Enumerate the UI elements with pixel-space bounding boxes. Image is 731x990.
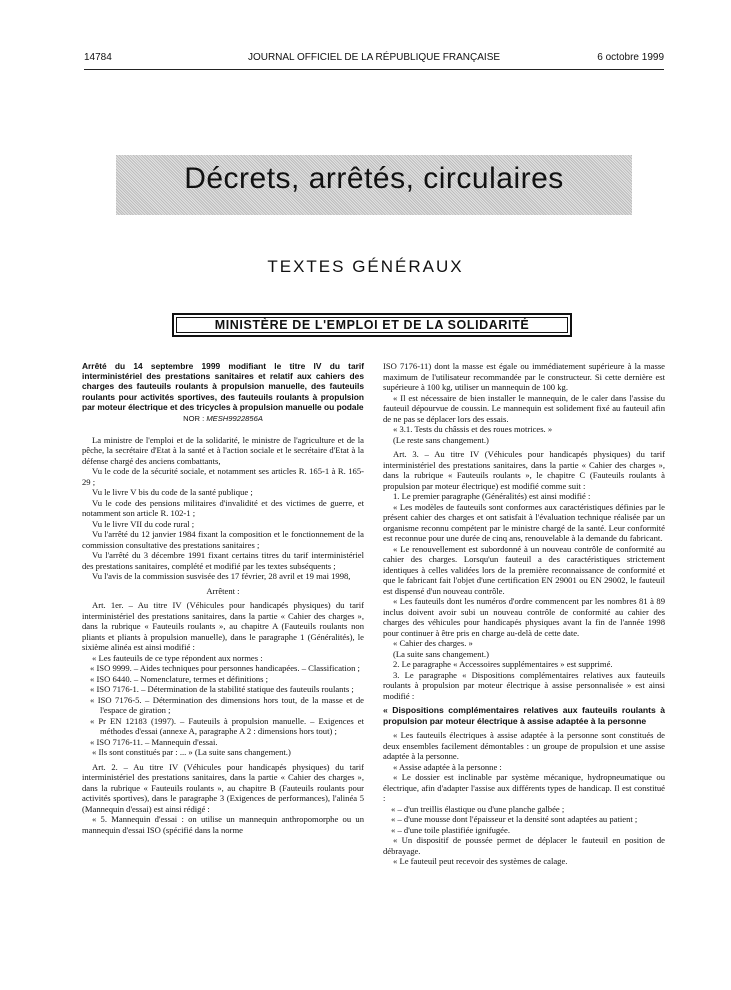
paragraph: Vu le code de la sécurité sociale, et notamment ses articles R. 165-1 à R. 165-29 ;	[82, 466, 364, 487]
norm-item: « Pr EN 12183 (1997). – Fauteuils à propulsion manuelle. – Exigences et méthodes d'essai (annexe A, paragraphe A 2 : dimensions hors tout) ;	[90, 715, 364, 737]
list-item: « – d'une mousse dont l'épaisseur et la densité sont adaptées au patient ;	[391, 814, 638, 824]
norm-item: « ISO 9999. – Aides techniques pour personnes handicapées. – Classification ;	[90, 663, 360, 674]
paragraph: « Assise adaptée à la personne :	[393, 761, 502, 772]
paragraph: Vu le livre V bis du code de la santé publique ;	[92, 487, 253, 498]
page-number: 14784	[84, 52, 112, 63]
paragraph: Vu le code des pensions militaires d'invalidité et des victimes de guerre, et notamment son article R. 102-1 ;	[82, 497, 364, 519]
paragraph: Vu l'avis de la commission susvisée des 17 février, 28 avril et 19 mai 1998,	[92, 571, 351, 582]
paragraph: Vu l'arrêté du 3 décembre 1991 fixant certains titres du tarif interministériel des prestations sanitaires, complété et modifié par les textes subséquents ;	[82, 550, 364, 571]
paragraph: « Le dossier est inclinable par système mécanique, hydropneumatique ou électrique, afin d'adapter l'assise aux différents types de handicap. Il est constitué :	[383, 772, 665, 803]
paragraph: Vu le livre VII du code rural ;	[92, 518, 195, 529]
decree-title: Arrêté du 14 septembre 1999 modifiant le titre IV du tarif interministériel des prestations sanitaires et relatif aux cahiers des charges des fauteuils roulants à propulsion manuelle, des fauteuils roulants pour activités sportives, des fauteuils roulants à propulsion par moteur électrique et des tricycles à propulsion manuelle ou podale	[82, 361, 364, 412]
norm-item: « ISO 7176-11. – Mannequin d'essai.	[90, 736, 218, 747]
right-column	[383, 361, 665, 867]
paragraph: « 5. Mannequin d'essai : on utilise un mannequin anthropomorphe ou un mannequin d'essai ISO (spécifié dans la norme	[82, 814, 364, 835]
paragraph: Vu l'arrêté du 12 janvier 1984 fixant la composition et le fonctionnement de la commission consultative des prestations sanitaires ;	[82, 529, 364, 550]
paragraph: 3. Le paragraphe « Dispositions complémentaires relatives aux fauteuils roulants à propulsion par moteur électrique à assise personnalisée » est ainsi modifié :	[383, 669, 665, 701]
paragraph: 2. Le paragraphe « Accessoires supplémentaires » est supprimé.	[393, 659, 613, 669]
norm-item: « ISO 7176-5. – Détermination des dimensions hors tout, de la masse et de l'espace de giration ;	[90, 694, 364, 716]
subheading: « Dispositions complémentaires relatives aux fauteuils roulants à propulsion par moteur électrique à assise adaptée à la personne	[383, 705, 665, 726]
ministry-box: MINISTÈRE DE L'EMPLOI ET DE LA SOLIDARITÉ	[172, 313, 572, 337]
nor-code: MESH9922856A	[206, 414, 263, 424]
journal-title: JOURNAL OFFICIEL DE LA RÉPUBLIQUE FRANÇAISE	[247, 52, 501, 63]
article-1: Art. 1er. – Au titre IV (Véhicules pour handicapés physiques) du tarif interministériel des prestations sanitaires, dans la partie « Cahier des charges », dans la rubrique « Fauteuils roulants », au chapitre A (Fauteuils roulants non pliants et pliants à propulsion manuelle), dans le paragraphe 1 (Généralités), le sixième alinéa est ainsi modifié :	[82, 600, 364, 653]
paragraph: ISO 7176-11) dont la masse est égale ou immédiatement supérieure à la masse maximum de l'utilisateur recommandée par le constructeur. Si cette dernière est supérieure à 100 kg, utiliser un mannequin de 100 kg.	[383, 361, 665, 392]
header-rule	[84, 69, 664, 70]
paragraph: La ministre de l'emploi et de la solidarité, le ministre de l'agriculture et de la pêche, la secrétaire d'Etat à la santé et à l'action sociale et le secrétaire d'Etat à la défense chargé des anciens combattants,	[82, 434, 364, 466]
section-heading: TEXTES GÉNÉRAUX	[267, 257, 464, 276]
arretent: Arrêtent :	[206, 585, 240, 596]
paragraph: « 3.1. Tests du châssis et des roues motrices. »	[393, 424, 553, 434]
norm-item: « ISO 6440. – Nomenclature, termes et définitions ;	[90, 673, 269, 684]
paragraph: « Ils sont constitués par : ... » (La suite sans changement.)	[92, 747, 291, 758]
running-header	[84, 52, 664, 66]
list-item: « – d'un treillis élastique ou d'une planche galbée ;	[391, 803, 565, 814]
paragraph: « Un dispositif de poussée permet de déplacer le fauteuil en position de débrayage.	[383, 835, 665, 856]
paragraph: « Cahier des charges. »	[393, 638, 473, 648]
paragraph: « Le fauteuil peut recevoir des systèmes de calage.	[393, 856, 568, 866]
paragraph: (La suite sans changement.)	[393, 648, 489, 659]
article-3: Art. 3. – Au titre IV (Véhicules pour handicapés physiques) du tarif interministériel des prestations sanitaires, dans la partie « Cahier des charges », dans la rubrique « Fauteuils roulants », le chapitre C (Fauteuils roulants à propulsion par moteur électrique) est modifié comme suit :	[383, 449, 665, 491]
paragraph: « Les modèles de fauteuils sont conformes aux caractéristiques définies par le présent cahier des charges et ont satisfait à l'évaluation technique réalisée par un organisme reconnu compétent par le ministre chargé de la santé. Leur conformité est reconnue pour une durée de cinq ans, renouvelable à la demande du fabricant.	[383, 501, 665, 543]
paragraph: « Il est nécessaire de bien installer le mannequin, de le caler dans l'assise du fauteuil dépourvue de coussin. Le mannequin est solidement fixé au fauteuil afin de ne pas se déplacer lors des essais.	[383, 392, 665, 424]
nor-label: NOR :	[183, 414, 205, 424]
paragraph: (Le reste sans changement.)	[393, 434, 489, 445]
norm-item: « ISO 7176-1. – Détermination de la stabilité statique des fauteuils roulants ;	[90, 684, 354, 695]
list-item: « – d'une toile plastifiée ignifugée.	[391, 824, 510, 835]
paragraph: « Les fauteuils dont les numéros d'ordre commencent par les nombres 81 à 89 inclus doivent avoir subi un nouveau contrôle de conformité au cahier des charges des véhicules pour handicapés physiques avant la fin de l'année 1998 pour continuer à être pris en charge au-delà de cette date.	[383, 596, 665, 638]
issue-date: 6 octobre 1999	[597, 52, 664, 63]
paragraph: « Le renouvellement est subordonné à un nouveau contrôle de conformité au cahier des charges. Lorsqu'un fauteuil a des caractéristiques strictement identiques à celles validées lors de la première reconnaissance de conformité et que le fabricant fait l'objet d'une certification EN 29001 ou EN 29002, le fauteuil est dispensé d'un nouveau contrôle.	[383, 543, 665, 596]
paragraph: 1. Le premier paragraphe (Généralités) est ainsi modifié :	[393, 491, 591, 501]
paragraph: « Les fauteuils de ce type répondent aux normes :	[92, 652, 263, 663]
left-column	[82, 361, 364, 835]
article-2: Art. 2. – Au titre IV (Véhicules pour handicapés physiques) du tarif interministériel des prestations sanitaires, dans la partie « Cahier des charges », dans la rubrique « Fauteuils roulants », au chapitre B (Fauteuils roulants pour activités sportives), dans le paragraphe 3 (Exigences de performances), l'alinéa 5 (Mannequin d'essai) est ainsi rédigé :	[82, 761, 364, 814]
section-banner	[116, 155, 632, 215]
paragraph: « Les fauteuils électriques à assise adaptée à la personne sont constitués de deux ensembles facilement démontables : un groupe de propulsion et une assise adaptée à la personne.	[383, 730, 665, 761]
banner-title: Décrets, arrêtés, circulaires	[184, 162, 564, 195]
nor-reference	[82, 414, 364, 425]
